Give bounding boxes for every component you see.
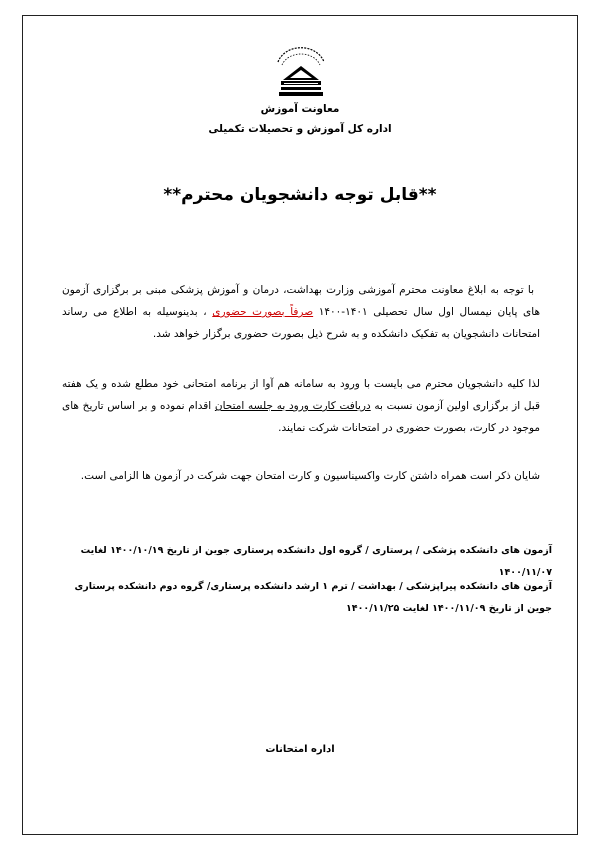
university-logo <box>266 42 336 100</box>
paragraph1-text-end: ، بدینوسیله به اطلاع می رساند امتحانات دانشجویان به تفکیک دانشکده و به شرح ذیل بصورت حضوری برگزار خواهد شد. <box>62 306 540 340</box>
org-department: معاونت آموزش <box>260 103 340 115</box>
exam-schedule-group2: آزمون های دانشکده پیراپزشکی / بهداشت / ترم ۱ ارشد دانشکده پرستاری/ گروه دوم دانشکده پرستاری جوین از تاریخ ۱۴۰۰/۱۱/۰۹ لغایت ۱۴۰۰/۱۱/۲۵ <box>74 581 552 614</box>
paragraph1-text-start: با توجه به ابلاغ معاونت محترم آموزشی وزارت بهداشت، درمان و آموزش پزشکی مبنی بر برگزاری آزمون های پایان نیمسال اول سال تحصیلی ۱۴۰۱-۱۴۰۰ <box>62 284 540 318</box>
paragraph2-text-start: لذا کلیه دانشجویان محترم می بایست با ورود به سامانه هم آوا از برنامه امتحانی خود مطلع شده و یک هفته قبل از برگزاری اولین آزمون نسبت به <box>62 378 540 412</box>
org-office: اداره کل آموزش و تحصیلات تکمیلی <box>208 123 392 135</box>
paragraph-requirements: شایان ذکر است همراه داشتن کارت واکسیناسیون و کارت امتحان جهت شرکت در آزمون ها الزامی است. <box>80 470 540 482</box>
in-person-highlight: صرفاً بصورت حضوری <box>212 306 314 318</box>
entry-card-underlined: دریافت کارت ورود به جلسه امتحان <box>214 400 371 412</box>
paragraph2-text-end: اقدام نموده و بر اساس تاریخ های موجود در کارت، بصورت حضوری در امتحانات شرکت نمایند. <box>62 400 540 434</box>
paragraph-announcement <box>62 279 540 345</box>
paragraph-instructions <box>62 373 540 439</box>
notice-title: **قابل توجه دانشجویان محترم** <box>163 185 437 205</box>
exam-schedule-group1: آزمون های دانشکده پزشکی / پرستاری / گروه اول دانشکده پرستاری جوین از تاریخ ۱۴۰۰/۱۰/۱۹ لغایت ۱۴۰۰/۱۱/۰۷ <box>80 545 552 578</box>
signature-office: اداره امتحانات <box>265 744 335 755</box>
